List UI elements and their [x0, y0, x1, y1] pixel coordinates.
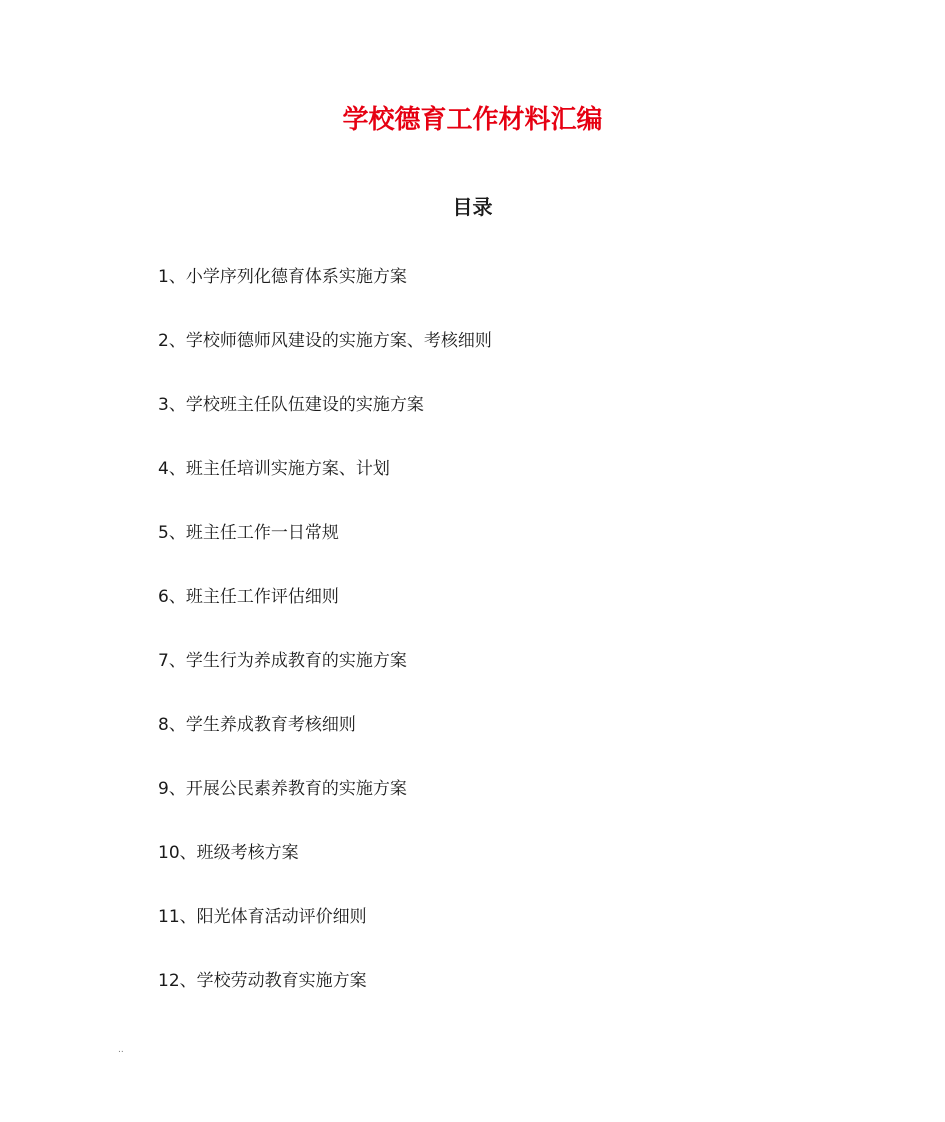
- toc-item: 1、小学序列化德育体系实施方案: [158, 267, 407, 287]
- toc-item: 12、学校劳动教育实施方案: [158, 971, 367, 991]
- footer-mark: ..: [118, 1045, 124, 1055]
- document-title: 学校德育工作材料汇编: [342, 105, 603, 135]
- toc-item: 2、学校师德师风建设的实施方案、考核细则: [158, 331, 492, 351]
- toc-item: 5、班主任工作一日常规: [158, 523, 339, 543]
- table-of-contents: [158, 262, 858, 1030]
- toc-item: 4、班主任培训实施方案、计划: [158, 459, 390, 479]
- toc-item: 7、学生行为养成教育的实施方案: [158, 651, 407, 671]
- toc-item: 8、学生养成教育考核细则: [158, 715, 356, 735]
- toc-heading: 目录: [452, 195, 493, 219]
- toc-item: 11、阳光体育活动评价细则: [158, 907, 367, 927]
- toc-item: 6、班主任工作评估细则: [158, 587, 339, 607]
- toc-item: 10、班级考核方案: [158, 843, 299, 863]
- toc-item: 9、开展公民素养教育的实施方案: [158, 779, 407, 799]
- toc-item: 3、学校班主任队伍建设的实施方案: [158, 395, 424, 415]
